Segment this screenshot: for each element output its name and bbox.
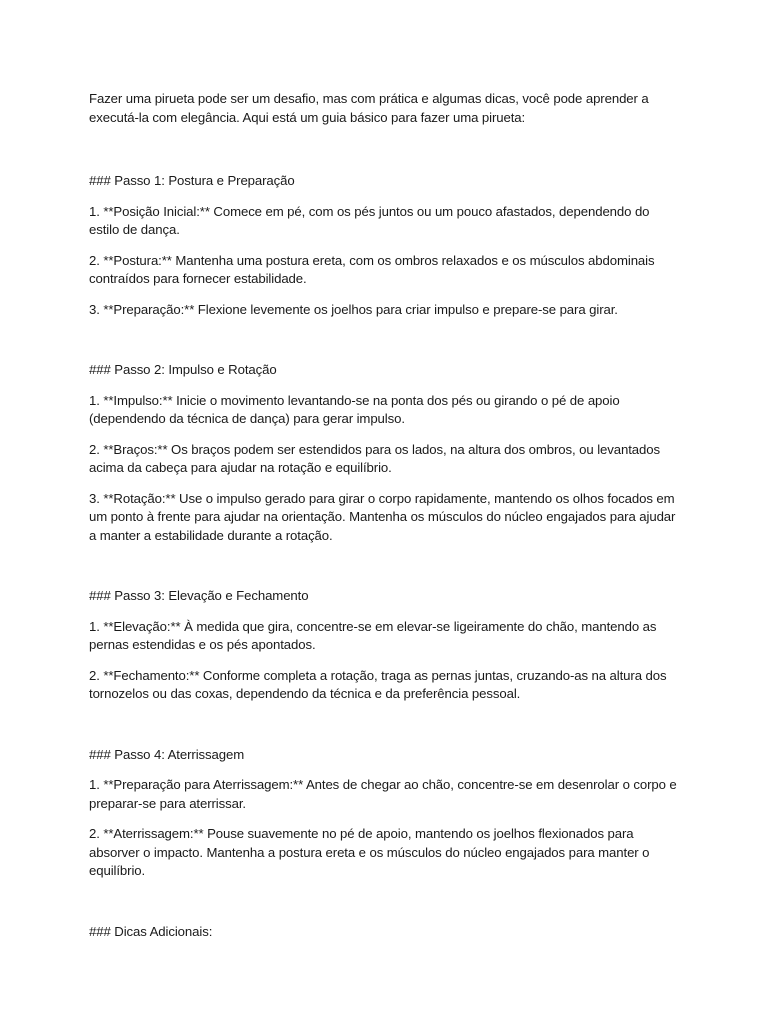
section-heading: ### Dicas Adicionais: — [89, 923, 213, 939]
section-heading: ### Passo 3: Elevação e Fechamento — [89, 588, 309, 603]
list-item: 2. **Braços:** Os braços podem ser estendidos para os lados, na altura dos ombros, ou levantados acima da cabeça para ajudar na rotação e equilíbrio. — [89, 441, 660, 475]
list-item: 3. **Rotação:** Use o impulso gerado para girar o corpo rapidamente, mantendo os olhos focados em um ponto à frente para ajudar na orientação. Mantenha os músculos do núcleo engajados para ajudar a manter a estabilidade durante a rotação. — [89, 490, 676, 543]
section-passo-4 — [89, 746, 681, 881]
list-item: 2. **Postura:** Mantenha uma postura ereta, com os ombros relaxados e os músculos abdominais contraídos para fornecer estabilidade. — [89, 252, 655, 286]
section-dicas-adicionais — [89, 923, 681, 942]
list-item: 1. **Impulso:** Inicie o movimento levantando-se na ponta dos pés ou girando o pé de apoio (dependendo da técnica de dança) para gerar impulso. — [89, 392, 620, 426]
list-item: 3. **Preparação:** Flexione levemente os joelhos para criar impulso e prepare-se para girar. — [89, 301, 618, 317]
section-passo-3 — [89, 587, 681, 704]
list-item: 1. **Preparação para Aterrissagem:** Antes de chegar ao chão, concentre-se em desenrolar o corpo e preparar-se para aterrissar. — [89, 777, 677, 811]
list-item: 2. **Aterrissagem:** Pouse suavemente no pé de apoio, mantendo os joelhos flexionados para absorver o impacto. Mantenha a postura ereta e os músculos do núcleo engajados para manter o equilíbrio. — [89, 826, 650, 878]
list-item: 1. **Posição Inicial:** Comece em pé, com os pés juntos ou um pouco afastados, dependendo do estilo de dança. — [89, 203, 650, 237]
section-heading: ### Passo 2: Impulso e Rotação — [89, 362, 277, 377]
section-heading: ### Passo 4: Aterrissagem — [89, 746, 245, 762]
section-passo-1 — [89, 172, 681, 319]
section-passo-2 — [89, 361, 681, 545]
list-item: 1. **Elevação:** À medida que gira, concentre-se em elevar-se ligeiramente do chão, mantendo as pernas estendidas e os pés apontados. — [89, 618, 657, 652]
document-body — [89, 90, 681, 953]
section-heading: ### Passo 1: Postura e Preparação — [89, 173, 295, 188]
intro-paragraph: Fazer uma pirueta pode ser um desafio, mas com prática e algumas dicas, você pode aprender a executá-la com elegância. Aqui está um guia básico para fazer uma pirueta: — [89, 91, 649, 125]
list-item: 2. **Fechamento:** Conforme completa a rotação, traga as pernas juntas, cruzando-as na altura dos tornozelos ou das coxas, dependendo da técnica e da preferência pessoal. — [89, 667, 667, 701]
